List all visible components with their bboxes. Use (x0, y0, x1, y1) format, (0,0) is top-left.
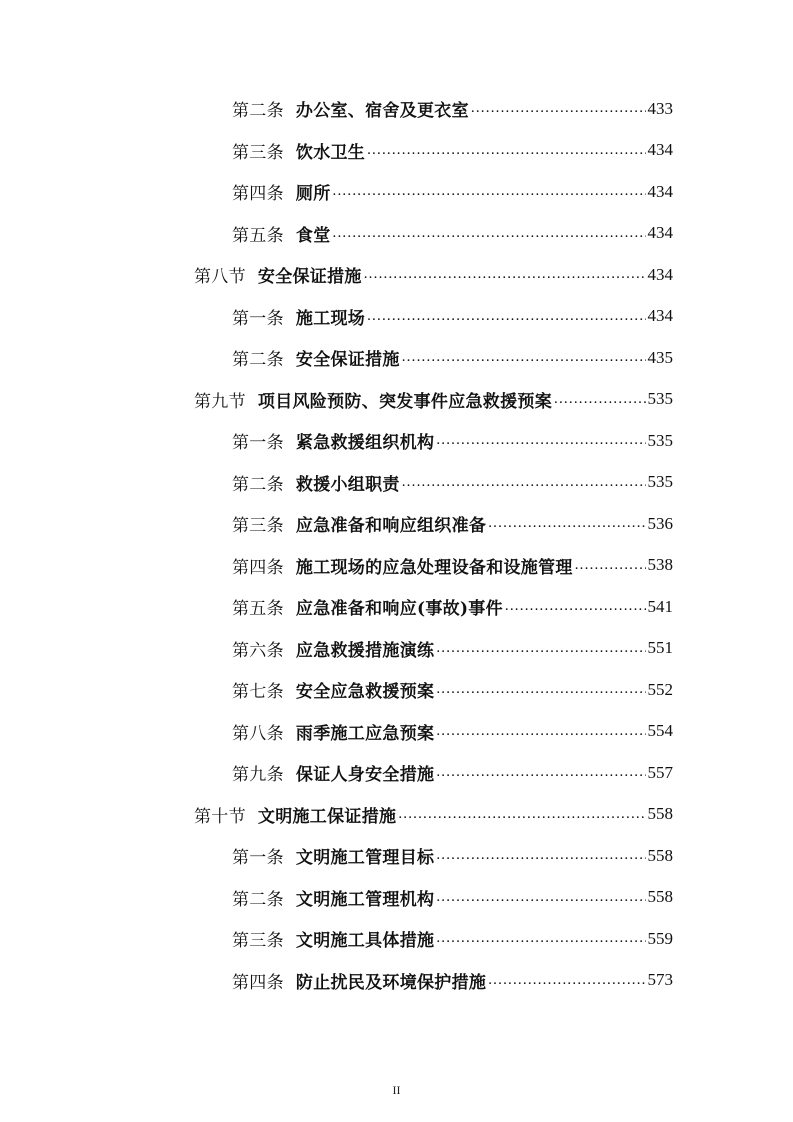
toc-entry-page: 535 (647, 472, 673, 492)
toc-entry-page: 535 (647, 430, 673, 450)
toc-entry-number: 第九节 (194, 391, 246, 412)
toc-entry-title: 防止扰民及环境保护措施 (295, 972, 487, 993)
toc-entry[interactable] (0, 88, 673, 130)
toc-entry-title: 施工现场 (295, 308, 366, 329)
toc-entry[interactable] (0, 835, 673, 877)
toc-section-entry[interactable] (0, 379, 673, 421)
toc-entry-page: 434 (647, 140, 673, 160)
toc-entry-title: 雨季施工应急预案 (295, 723, 435, 744)
toc-entry-number: 第四条 (232, 557, 284, 578)
toc-entry-page: 573 (647, 970, 673, 990)
dot-leader (398, 806, 645, 823)
toc-entry[interactable] (0, 628, 673, 670)
toc-entry[interactable] (0, 669, 673, 711)
toc-entry-number: 第二条 (232, 889, 284, 910)
toc-entry-title: 应急准备和响应(事故)事件 (295, 599, 503, 620)
toc-entry-title: 保证人身安全措施 (295, 765, 435, 786)
toc-entry-title: 救援小组职责 (295, 474, 400, 495)
toc-entry-page: 538 (647, 555, 673, 575)
toc-section-entry[interactable] (0, 794, 673, 836)
toc-entry[interactable] (0, 296, 673, 338)
toc-entry[interactable] (0, 130, 673, 172)
dot-leader (333, 183, 646, 200)
toc-entry[interactable] (0, 462, 673, 504)
dot-leader (488, 515, 645, 532)
toc-entry-title: 饮水卫生 (295, 142, 366, 163)
dot-leader (436, 847, 645, 864)
dot-leader (554, 391, 645, 408)
dot-leader (505, 598, 646, 615)
toc-entry-title: 安全保证措施 (295, 350, 400, 371)
toc-entry-number: 第三条 (232, 142, 284, 163)
toc-entry-number: 第一条 (232, 848, 284, 869)
toc-entry-title: 厕所 (295, 184, 331, 205)
toc-entry-title: 安全应急救援预案 (295, 682, 435, 703)
dot-leader (436, 764, 645, 781)
toc-entry[interactable] (0, 960, 673, 1002)
toc-entry-number: 第六条 (232, 640, 284, 661)
toc-entry[interactable] (0, 586, 673, 628)
toc-entry-page: 434 (647, 306, 673, 326)
toc-entry-page: 557 (647, 762, 673, 782)
toc-entry-page: 551 (647, 638, 673, 658)
toc-entry-number: 第七条 (232, 682, 284, 703)
toc-entry-page: 434 (647, 264, 673, 284)
dot-leader (436, 889, 645, 906)
toc-entry[interactable] (0, 503, 673, 545)
dot-leader (436, 640, 645, 657)
dot-leader (402, 349, 646, 366)
toc-entry-title: 应急救援措施演练 (295, 640, 435, 661)
toc-entry-page: 554 (647, 721, 673, 741)
dot-leader (575, 557, 646, 574)
toc-section-entry[interactable] (0, 254, 673, 296)
dot-leader (488, 972, 645, 989)
toc-entry-number: 第五条 (232, 225, 284, 246)
toc-entry-number: 第一条 (232, 308, 284, 329)
toc-entry-number: 第二条 (232, 350, 284, 371)
toc-entry-number: 第十节 (194, 806, 246, 827)
toc-entry-title: 安全保证措施 (257, 267, 362, 288)
dot-leader (402, 474, 646, 491)
toc-entry[interactable] (0, 213, 673, 255)
toc-entry-number: 第九条 (232, 765, 284, 786)
toc-entry-number: 第二条 (232, 474, 284, 495)
toc-entry-page: 536 (647, 513, 673, 533)
toc-entry-page: 435 (647, 347, 673, 367)
toc-entry-title: 文明施工保证措施 (257, 806, 397, 827)
toc-entry[interactable] (0, 545, 673, 587)
toc-entry-number: 第一条 (232, 433, 284, 454)
toc-entry[interactable] (0, 711, 673, 753)
toc-entry-title: 文明施工具体措施 (295, 931, 435, 952)
toc-entry[interactable] (0, 337, 673, 379)
toc-entry-number: 第三条 (232, 516, 284, 537)
dot-leader (471, 100, 646, 117)
toc-entry-title: 文明施工管理机构 (295, 889, 435, 910)
toc-entry[interactable] (0, 171, 673, 213)
toc-entry-number: 第四条 (232, 972, 284, 993)
toc-entry-page: 535 (647, 389, 673, 409)
toc-entry[interactable] (0, 918, 673, 960)
dot-leader (436, 723, 645, 740)
toc-entry-number: 第五条 (232, 599, 284, 620)
toc-entry-page: 558 (647, 887, 673, 907)
toc-entry-number: 第八节 (194, 267, 246, 288)
toc-entry-page: 558 (647, 845, 673, 865)
toc-entry-title: 食堂 (295, 225, 331, 246)
dot-leader (436, 930, 645, 947)
toc-entry-number: 第四条 (232, 184, 284, 205)
page-number: II (392, 1083, 401, 1097)
toc-entry-title: 项目风险预防、突发事件应急救援预案 (257, 391, 553, 412)
toc-entry-title: 紧急救援组织机构 (295, 433, 435, 454)
toc-entry[interactable] (0, 420, 673, 462)
toc-entry[interactable] (0, 752, 673, 794)
dot-leader (367, 308, 645, 325)
toc-entry-page: 558 (647, 804, 673, 824)
toc-entry-page: 541 (647, 596, 673, 616)
dot-leader (364, 266, 646, 283)
toc-entry-page: 434 (647, 223, 673, 243)
toc-entry-number: 第三条 (232, 931, 284, 952)
toc-entry-title: 应急准备和响应组织准备 (295, 516, 487, 537)
toc-entry-page: 559 (647, 928, 673, 948)
dot-leader (367, 142, 645, 159)
toc-entry[interactable] (0, 877, 673, 919)
dot-leader (333, 225, 646, 242)
toc-entry-title: 办公室、宿舍及更衣室 (295, 101, 469, 122)
dot-leader (436, 681, 645, 698)
dot-leader (436, 432, 645, 449)
toc-entry-page: 552 (647, 679, 673, 699)
toc-entry-title: 施工现场的应急处理设备和设施管理 (295, 557, 573, 578)
toc-entry-page: 434 (647, 181, 673, 201)
table-of-contents (0, 88, 793, 1001)
toc-entry-number: 第八条 (232, 723, 284, 744)
toc-entry-page: 433 (647, 98, 673, 118)
toc-entry-title: 文明施工管理目标 (295, 848, 435, 869)
toc-entry-number: 第二条 (232, 101, 284, 122)
